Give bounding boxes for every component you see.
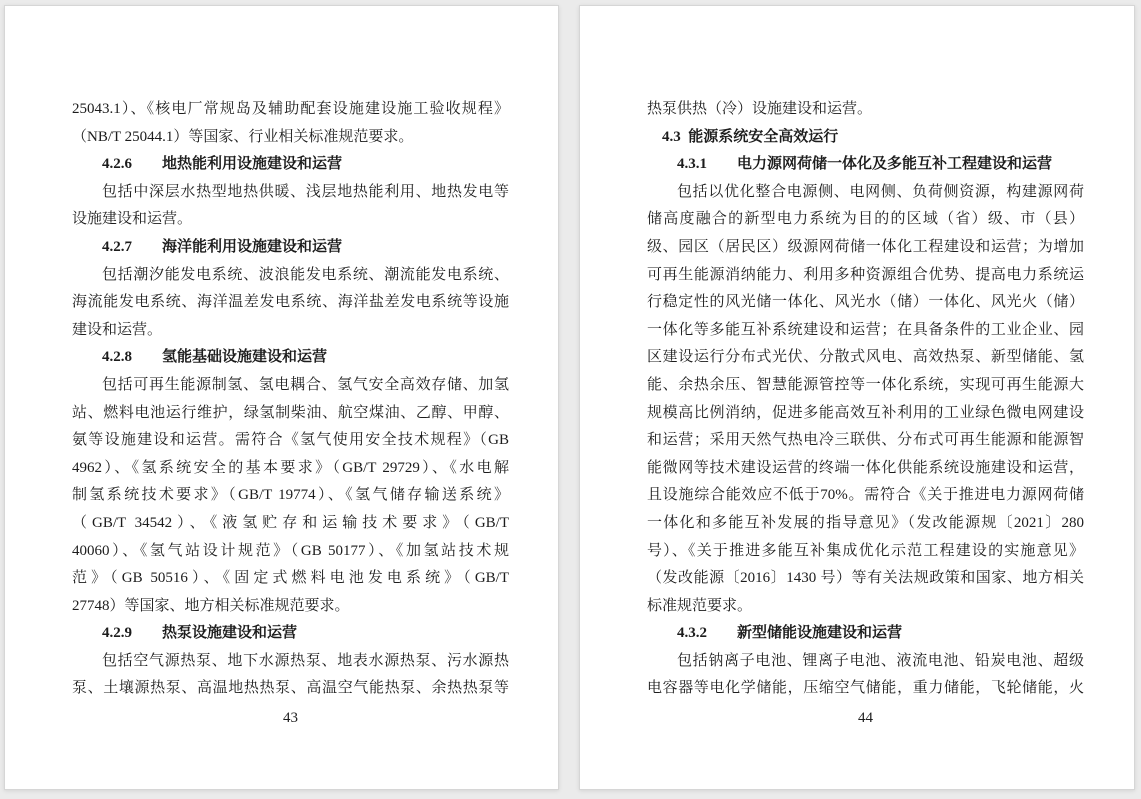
heading-title: 能源系统安全高效运行 xyxy=(688,128,839,145)
heading-title: 电力源网荷储一体化及多能互补工程建设和运营 xyxy=(737,156,1053,173)
text-line: 设施建设和运营。 xyxy=(72,211,193,228)
text-line: 级、园区（居民区）级源网荷储一体化工程建设和运营；为增加 xyxy=(647,238,1084,255)
text-line: （NB/T 25044.1）等国家、行业相关标准规范要求。 xyxy=(72,128,414,145)
text-line: 4962）、《氢系统安全的基本要求》（GB/T 29729）、《水电解 xyxy=(72,459,509,476)
section-heading xyxy=(647,124,1084,152)
text-line: 包括以优化整合电源侧、电网侧、负荷侧资源，构建源网荷 xyxy=(677,183,1084,200)
text-line: 可再生能源消纳能力、利用多种资源组合优势、提高电力系统运 xyxy=(647,266,1084,283)
heading-title: 新型储能设施建设和运营 xyxy=(737,625,903,642)
text-line: 站、燃料电池运行维护，绿氢制柴油、航空煤油、乙醇、甲醇、 xyxy=(72,404,509,421)
page-number: 44 xyxy=(858,710,873,726)
text-line: 包括潮汐能发电系统、波浪能发电系统、潮流能发电系统、 xyxy=(102,266,509,283)
section-heading xyxy=(72,151,509,179)
text-line: 标准规范要求。 xyxy=(647,597,753,614)
heading-number: 4.2.9 xyxy=(102,625,132,642)
text-line: 和运营；采用天然气热电冷三联供、分布式可再生能源和能源智 xyxy=(647,432,1084,449)
text-line: 热泵供热（冷）设施建设和运营。 xyxy=(647,101,873,117)
text-line: 储高度融合的新型电力系统为目的的区域（省）级、市（县） xyxy=(647,211,1084,228)
text-line: 号）、《关于推进多能互补集成优化示范工程建设的实施意见》 xyxy=(647,542,1084,559)
section-heading xyxy=(72,344,509,372)
heading-number: 4.2.6 xyxy=(102,156,132,173)
text-line: 区建设运行分布式光伏、分散式风电、高效热泵、新型储能、氢 xyxy=(647,349,1084,366)
text-line: 能微网等技术建设运营的终端一体化供能系统设施建设和运营， xyxy=(647,459,1084,476)
text-line: 27748）等国家、地方相关标准规范要求。 xyxy=(72,597,350,614)
heading-title: 海洋能利用设施建设和运营 xyxy=(162,238,343,255)
text-line: 电容器等电化学储能，压缩空气储能，重力储能，飞轮储能，火 xyxy=(647,680,1084,697)
text-line: 一体化等多能互补系统建设和运营；在具备条件的工业企业、园 xyxy=(647,321,1084,338)
page-text xyxy=(647,96,1084,703)
heading-number: 4.3.1 xyxy=(677,156,707,173)
text-line: 规模高比例消纳，促进多能高效互补利用的工业绿色微电网建设 xyxy=(647,404,1084,421)
text-line: 包括可再生能源制氢、氢电耦合、氢气安全高效存储、加氢 xyxy=(102,376,509,393)
heading-title: 热泵设施建设和运营 xyxy=(162,625,298,642)
section-heading xyxy=(72,234,509,262)
heading-title: 地热能利用设施建设和运营 xyxy=(162,156,343,173)
heading-title: 氢能基础设施建设和运营 xyxy=(162,349,328,366)
text-line: 包括空气源热泵、地下水源热泵、地表水源热泵、污水源热 xyxy=(102,652,509,669)
text-line: 40060）、《氢气站设计规范》（GB 50177）、《加氢站技术规 xyxy=(72,542,509,559)
page-text xyxy=(72,96,509,703)
document-page-right xyxy=(579,5,1135,790)
text-line: 能、余热余压、智慧能源管控等一体化系统，实现可再生能源大 xyxy=(647,376,1084,393)
text-line: 海流能发电系统、海洋温差发电系统、海洋盐差发电系统等设施 xyxy=(72,294,509,311)
text-line: 范》（GB 50516）、《固定式燃料电池发电系统》（GB/T xyxy=(72,570,509,587)
section-heading xyxy=(647,151,1084,179)
text-line: 且设施综合能效应不低于70%。需符合《关于推进电力源网荷储 xyxy=(647,487,1084,504)
page-number: 43 xyxy=(283,710,298,726)
heading-number: 4.3 xyxy=(662,128,681,145)
heading-number: 4.2.7 xyxy=(102,238,132,255)
text-line: （GB/T 34542）、《液氢贮存和运输技术要求》（GB/T xyxy=(72,514,509,531)
text-line: 行稳定性的风光储一体化、风光水（储）一体化、风光火（储） xyxy=(647,294,1084,311)
text-line: 一体化和多能互补发展的指导意见》（发改能源规〔2021〕280 xyxy=(647,514,1084,531)
heading-number: 4.2.8 xyxy=(102,349,132,366)
text-line: 泵、土壤源热泵、高温地热热泵、高温空气能热泵、余热热泵等 xyxy=(72,680,509,697)
text-line: 制氢系统技术要求》（GB/T 19774）、《氢气储存输送系统》 xyxy=(72,487,509,504)
text-line: 包括中深层水热型地热供暖、浅层地热能利用、地热发电等 xyxy=(102,183,509,200)
text-line: 建设和运营。 xyxy=(72,321,163,338)
text-line: （发改能源〔2016〕1430 号）等有关法规政策和国家、地方相关 xyxy=(647,570,1084,587)
text-line: 25043.1）、《核电厂常规岛及辅助配套设施建设施工验收规程》 xyxy=(72,101,509,117)
section-heading xyxy=(72,620,509,648)
section-heading xyxy=(647,620,1084,648)
text-line: 氨等设施建设和运营。需符合《氢气使用安全技术规程》（GB xyxy=(72,432,509,449)
document-page-left xyxy=(4,5,559,790)
text-line: 包括钠离子电池、锂离子电池、液流电池、铅炭电池、超级 xyxy=(677,652,1084,669)
heading-number: 4.3.2 xyxy=(677,625,707,642)
